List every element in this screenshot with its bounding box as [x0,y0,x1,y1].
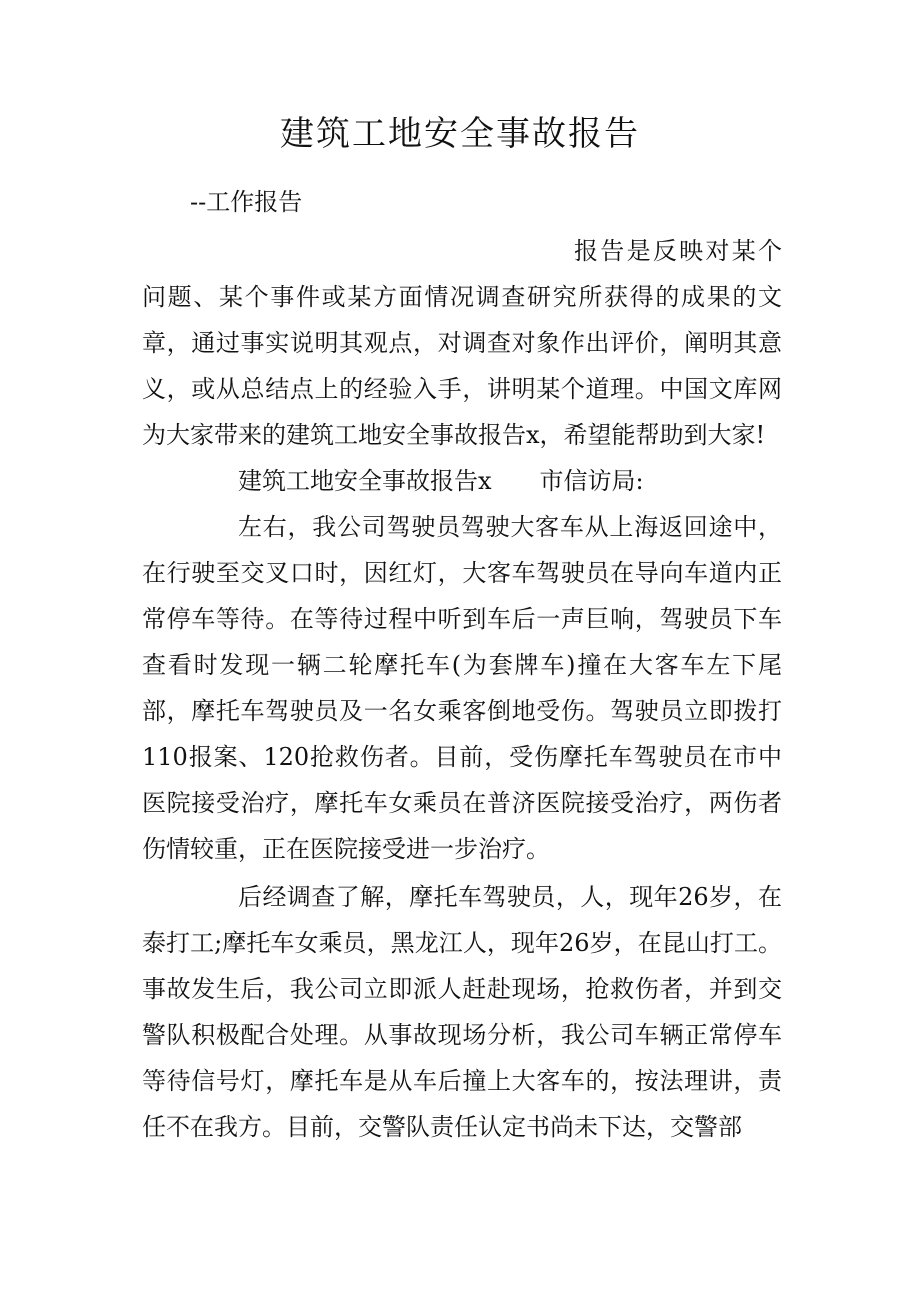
intro-paragraph: 报告是反映对某个问题、某个事件或某方面情况调查研究所获得的成果的文章，通过事实说明其观点，对调查对象作出评价，阐明其意义，或从总结点上的经验入手，讲明某个道理。中国文库网为大家带来的建筑工地安全事故报告x，希望能帮助到大家! [142,237,782,449]
body-paragraph-1: 左右，我公司驾驶员驾驶大客车从上海返回途中，在行驶至交叉口时，因红灯，大客车驾驶员在导向车道内正常停车等待。在等待过程中听到车后一声巨响，驾驶员下车查看时发现一辆二轮摩托车(为套牌车)撞在大客车左下尾部，摩托车驾驶员及一名女乘客倒地受伤。驾驶员立即拨打110报案、120抢救伤者。目前，受伤摩托车驾驶员在市中医院接受治疗，摩托车女乘员在普济医院接受治疗，两伤者伤情较重，正在医院接受进一步治疗。 [142,513,782,863]
body-paragraph-2: 后经调查了解，摩托车驾驶员，人，现年26岁，在泰打工;摩托车女乘员，黑龙江人，现年26岁，在昆山打工。事故发生后，我公司立即派人赶赴现场，抢救伤者，并到交警队积极配合处理。从事故现场分析，我公司车辆正常停车等待信号灯，摩托车是从车后撞上大客车的，按法理讲，责任不在我方。目前，交警队责任认定书尚未下达，交警部 [142,883,782,1141]
report-heading-line [142,458,782,504]
document-body [142,228,782,1150]
recipient: 市信访局: [539,467,644,495]
document-subtitle: --工作报告 [190,188,303,216]
document-title: 建筑工地安全事故报告 [280,114,640,154]
report-heading: 建筑工地安全事故报告x [238,467,492,495]
